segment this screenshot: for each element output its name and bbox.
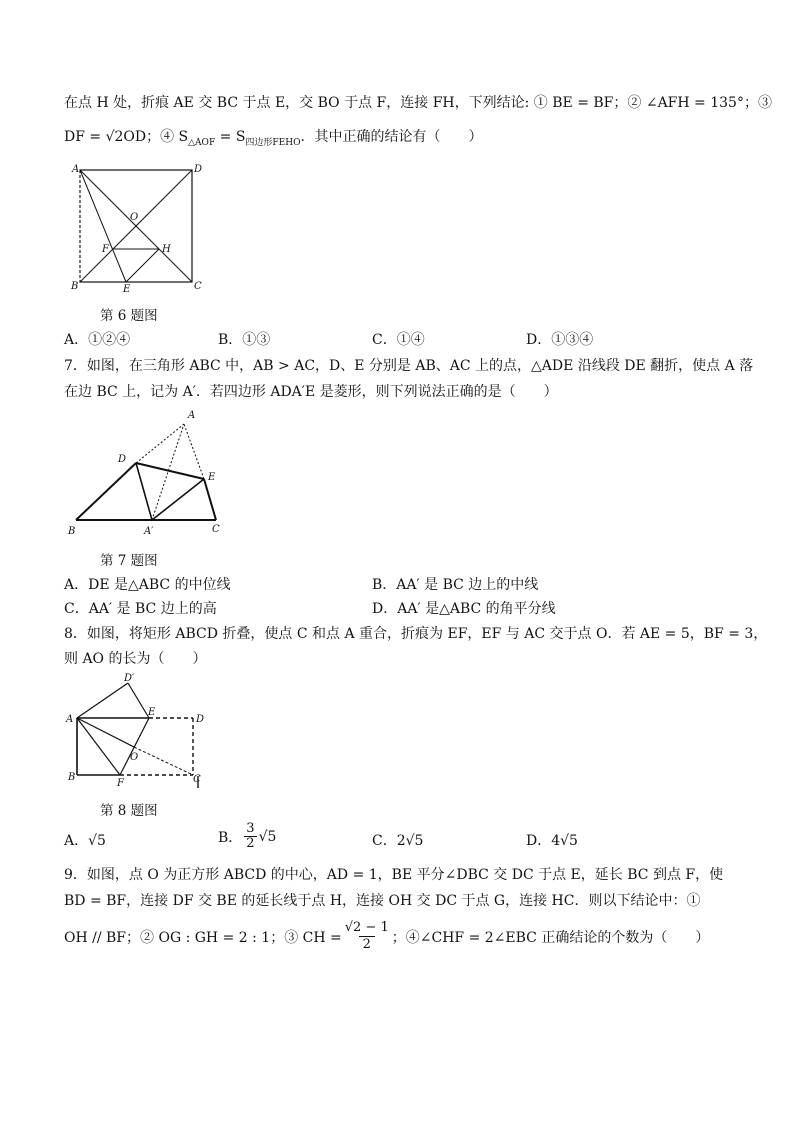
q8-label-c: C (193, 774, 201, 785)
q8-label-o: O (130, 752, 139, 763)
q6-subscript-quad: 四边形FEHO (245, 137, 301, 148)
q8-option-b (218, 822, 276, 851)
q8-option-c: C．2√5 (372, 833, 424, 849)
q6-option-d: D．①③④ (526, 332, 594, 348)
q8-option-b-tail: √5 (258, 828, 277, 845)
q6-text-line1: 在点 H 处，折痕 AE 交 BC 于点 E，交 BO 于点 F，连接 FH，下列结论: ① BE = BF；② ∠AFH = 135°；③ (64, 95, 772, 111)
q6-label-d: D (194, 164, 203, 175)
q8-option-b-letter: B． (218, 829, 243, 846)
q8-option-b-numerator: 3 (246, 821, 255, 836)
q7-caption: 第 7 题图 (100, 553, 158, 569)
q8-text-line1: 8．如图，将矩形 ABCD 折叠，使点 C 和点 A 重合，折痕为 EF，EF 与 AC 交于点 O．若 AE = 5，BF = 3， (64, 626, 768, 642)
q7-text-line2: 在边 BC 上，记为 A′．若四边形 ADA′E 是菱形，则下列说法正确的是（ ） (64, 384, 558, 400)
q8-option-d: D．4√5 (526, 833, 578, 849)
q9-line3-part-a: OH // BF；② OG : GH = 2 : 1；③ CH = (64, 929, 342, 946)
q8-option-b-fraction (244, 822, 256, 851)
q7-label-e: E (208, 472, 216, 483)
q7-text-line1: 7．如图，在三角形 ABC 中，AB > AC，D、E 分别是 AB、AC 上的点，△ADE 沿线段 DE 翻折，使点 A 落 (64, 358, 754, 374)
q6-figure (66, 158, 206, 293)
q6-label-f: F (102, 244, 109, 255)
q6-line2-part-a: DF = √2OD；④ S (64, 129, 189, 145)
q9-fraction (345, 920, 389, 953)
q9-text-line1: 9．如图，点 O 为正方形 ABCD 的中心，AD = 1，BE 平分∠DBC 交 DC 于点 E，延长 BC 到点 F，使 (64, 867, 724, 883)
q7-label-d: D (118, 454, 127, 465)
q7-option-d: D．AA′ 是△ABC 的角平分线 (372, 601, 556, 617)
q6-label-b: B (71, 281, 79, 292)
q6-label-h: H (162, 244, 171, 255)
q7-label-a: A (188, 410, 196, 421)
q8-text-line2: 则 AO 的长为（ ） (64, 651, 207, 667)
q6-label-o: O (130, 212, 139, 223)
q6-text-line2 (64, 126, 482, 148)
q6-label-e: E (123, 284, 131, 293)
q9-fraction-numerator: √2 − 1 (344, 920, 389, 935)
q6-label-c: C (194, 281, 202, 292)
q8-label-b: B (68, 772, 76, 783)
q6-label-a: A (72, 164, 80, 175)
q7-option-b: B．AA′ 是 BC 边上的中线 (372, 577, 539, 593)
q8-option-b-denominator: 2 (246, 836, 255, 851)
q9-text-line3 (64, 920, 709, 953)
q6-line2-part-c: ．其中正确的结论有（ ） (300, 129, 483, 145)
q8-label-e: E (148, 707, 156, 718)
q9-line3-part-b: ；④∠CHF = 2∠EBC 正确结论的个数为（ ） (391, 929, 710, 946)
q7-option-a: A．DE 是△ABC 的中位线 (64, 577, 231, 593)
q8-label-d-prime: D′ (124, 673, 135, 684)
q7-option-c: C．AA′ 是 BC 边上的高 (64, 601, 217, 617)
q8-label-f: F (117, 778, 124, 789)
q8-caption: 第 8 题图 (100, 803, 158, 819)
q9-fraction-denominator: 2 (359, 936, 375, 953)
q6-caption: 第 6 题图 (100, 308, 158, 324)
q6-option-a: A．①②④ (64, 332, 131, 348)
q8-label-a: A (66, 714, 74, 725)
q7-label-b: B (68, 526, 76, 537)
q7-figure (64, 406, 234, 541)
q7-label-a-prime: A′ (144, 526, 154, 537)
q8-label-d: D (196, 714, 205, 725)
q8-option-a: A．√5 (64, 833, 106, 849)
q6-option-b: B．①③ (218, 332, 271, 348)
q7-label-c: C (212, 524, 220, 535)
q8-figure (62, 672, 222, 794)
q6-subscript-aof: △AOF (188, 137, 216, 148)
q9-text-line2: BD = BF，连接 DF 交 BE 的延长线于点 H，连接 OH 交 DC 于点 G，连接 HC．则以下结论中：① (64, 893, 701, 909)
q6-option-c: C．①④ (372, 332, 425, 348)
q6-line2-part-b: = S (215, 129, 246, 145)
